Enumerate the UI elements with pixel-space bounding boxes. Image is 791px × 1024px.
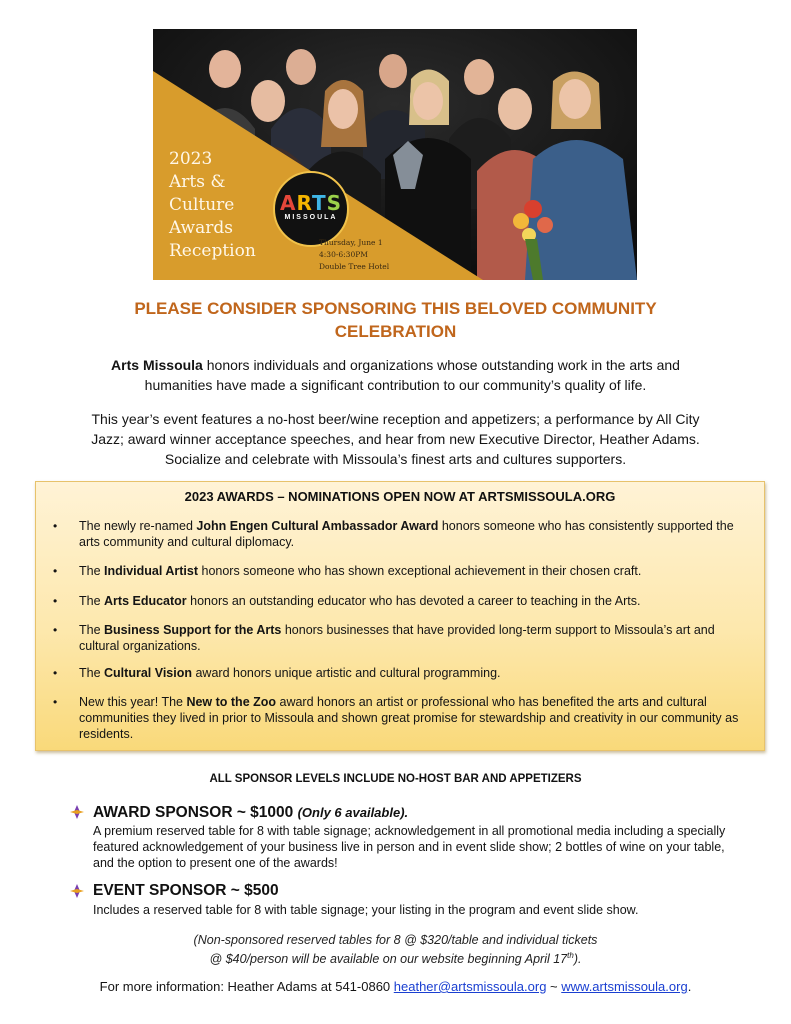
intro-paragraph-2: This year’s event features a no-host beer/wine reception and appetizers; a performance by All City Jazz; award winner acceptance speeches, and hear from new Executive Director, Heather Adams. Socialize and celebrate with Missoula’s finest arts and cultures supporters. [91,411,700,467]
diamond-bullet-icon [69,804,85,820]
event-sponsor-description: Includes a reserved table for 8 with table signage; your listing in the program and event slide show. [93,903,639,917]
award-sponsor-description: A premium reserved table for 8 with table signage; acknowledgement in all promotional media including a specially featured acknowledgement of your business live in person and in event slide show; 2 bottles of wine on your table, and the option to present one of the awards! [93,824,726,870]
awards-box [35,481,765,751]
award-item: • The Cultural Vision award honors unique artistic and cultural programming. [53,666,501,680]
awards-heading: 2023 AWARDS – NOMINATIONS OPEN NOW AT ARTSMISSOULA.ORG [184,489,616,504]
award-item: • The Arts Educator honors an outstanding educator who has devoted a career to teaching in the Arts. [53,594,641,608]
email-link[interactable]: heather@artsmissoula.org [393,979,547,994]
banner-title-line: Culture [169,195,235,215]
sponsor-levels-heading: ALL SPONSOR LEVELS INCLUDE NO-HOST BAR AND APPETIZERS [209,773,582,785]
arts-missoula-logo: ARTS MISSOULA [273,171,349,247]
headline-line: CELEBRATION [334,322,457,341]
award-item: • The Business Support for the Arts honors businesses that have provided long-term support to Missoula’s art and cultural organizations. [53,623,715,653]
banner-title [169,148,289,263]
banner-title-line: Awards [169,218,233,238]
event-time: 4:30-6:30PM [319,250,368,259]
event-sponsor-title: EVENT SPONSOR ~ $500 [93,882,279,899]
award-item: • The Individual Artist honors someone who has shown exceptional achievement in their chosen craft. [53,564,642,578]
contact-lead: For more information: Heather Adams at 541-0860 [99,979,394,994]
award-item: • New this year! The New to the Zoo award honors an artist or professional who has benefited the arts and cultural communities they lived in prior to Missoula and shown great promise for stewardship and creativity in our community as residents. [53,695,739,741]
ticket-note: (Non-sponsored reserved tables for 8 @ $320/table and individual tickets @ $40/person will be available on our website beginning April 17th). [193,933,598,967]
banner-title-line: Reception [169,241,256,261]
website-link[interactable]: www.artsmissoula.org [561,979,688,994]
headline-line: PLEASE CONSIDER SPONSORING THIS BELOVED COMMUNITY [134,299,657,318]
event-venue: Double Tree Hotel [319,262,390,271]
award-sponsor-title: AWARD SPONSOR ~ $1000 (Only 6 available). [93,804,409,821]
intro-paragraph-1: Arts Missoula honors individuals and organizations whose outstanding work in the arts and humanities have made a significant contribution to our community’s quality of life. [111,357,680,393]
banner-title-line: 2023 [169,149,213,169]
banner-title-line: Arts & [169,172,226,192]
diamond-bullet-icon [69,883,85,899]
award-item: • The newly re-named John Engen Cultural Ambassador Award honors someone who has consistently supported the arts community and cultural diplomacy. [53,519,734,549]
page-headline [95,297,696,343]
banner-event-details [319,237,429,273]
org-name: Arts Missoula [111,357,203,373]
contact-footer: For more information: Heather Adams at 541-0860 heather@artsmissoula.org ~ www.artsmissoula.org. [99,979,692,994]
event-date: Thursday, June 1 [319,238,383,247]
event-banner [153,29,637,280]
